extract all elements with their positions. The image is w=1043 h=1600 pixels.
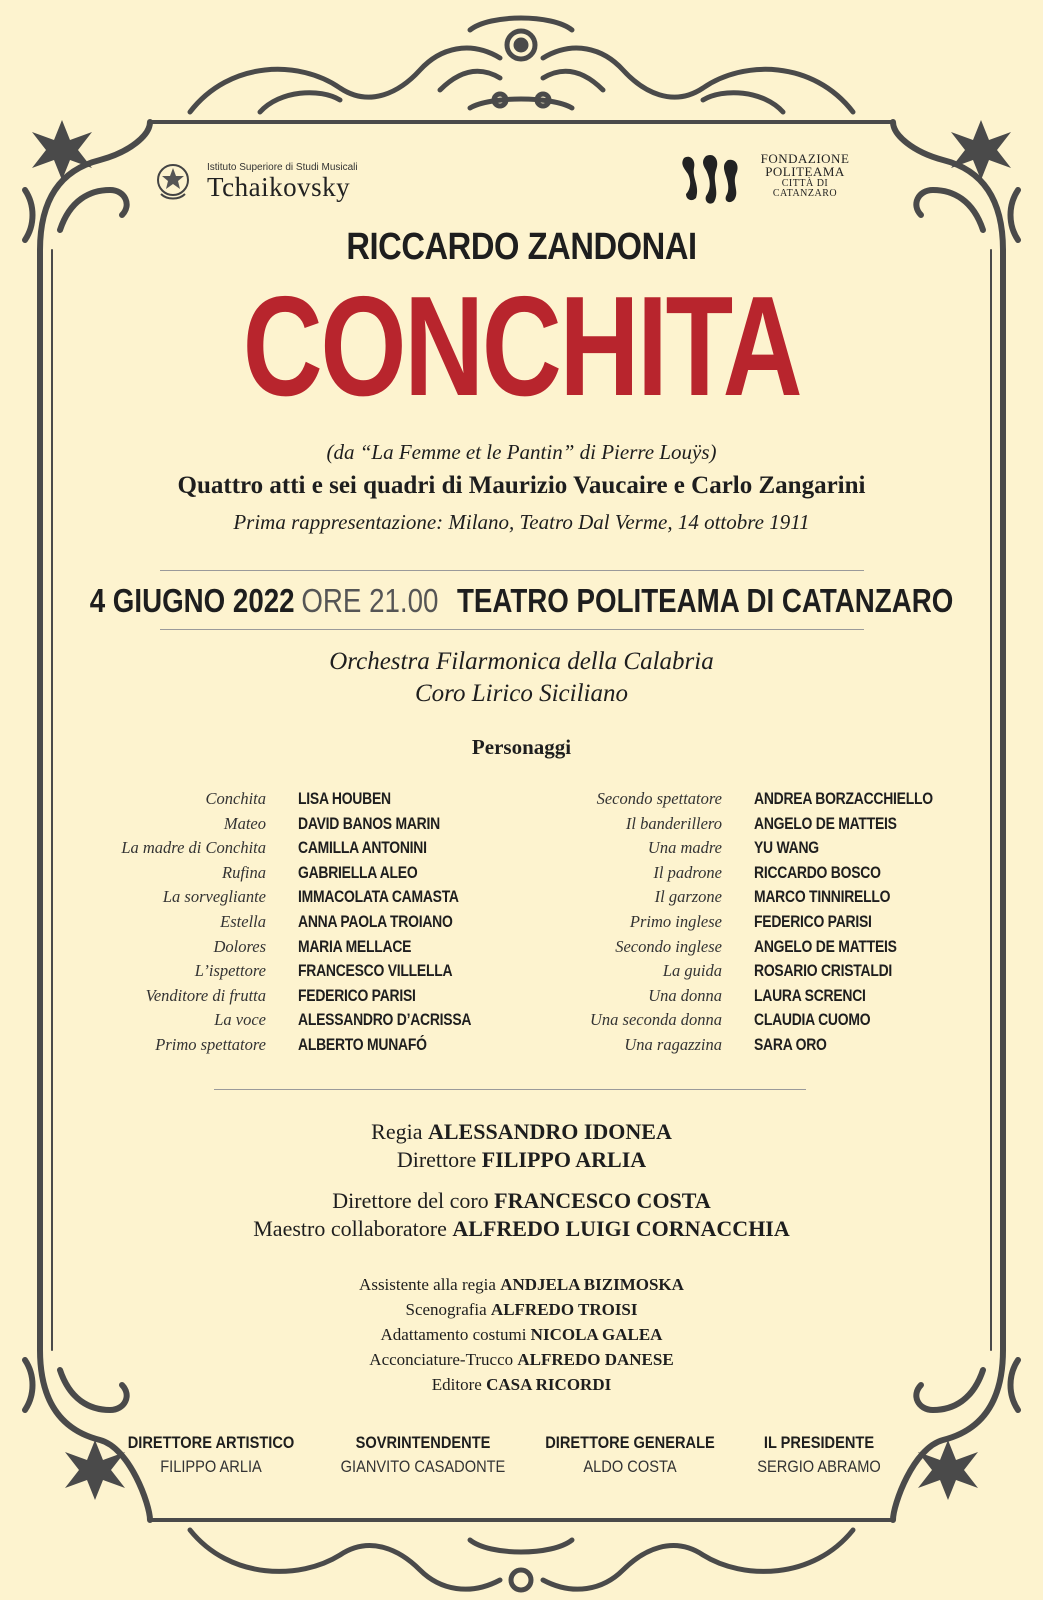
cast-singer: ALESSANDRO D’ACRISSA — [298, 1010, 472, 1030]
credit-line — [0, 1347, 1043, 1372]
cast-role: Estella — [220, 911, 266, 931]
cast-singer: FEDERICO PARISI — [298, 985, 416, 1005]
event-time: ORE 21.00 — [301, 582, 439, 619]
credit-name: ALFREDO DANESE — [517, 1350, 674, 1369]
cast-role: Una ragazzina — [624, 1034, 722, 1054]
credit-line — [0, 1187, 1043, 1215]
cast-singer: SARA ORO — [754, 1034, 827, 1054]
footer-title: SOVRINTENDENTE — [355, 1433, 491, 1452]
credit-line — [0, 1372, 1043, 1397]
logo-line: CITTÀ DI — [781, 178, 829, 189]
cast-row — [542, 912, 962, 937]
credits-main — [0, 1118, 1043, 1174]
cast-role: La voce — [214, 1010, 266, 1030]
credit-line — [0, 1322, 1043, 1347]
cast-row — [542, 937, 962, 962]
acts-librettists: Quattro atti e sei quadri di Maurizio Vaucaire e Carlo Zangarini — [177, 472, 866, 499]
cast-row — [86, 789, 486, 814]
tchaikovsky-logo — [155, 158, 395, 208]
credit-line — [0, 1297, 1043, 1322]
cast-row — [86, 912, 486, 937]
cast-row — [542, 1035, 962, 1060]
cast-singer: ANGELO DE MATTEIS — [754, 936, 897, 956]
cast-role: Conchita — [205, 789, 266, 808]
cast-role: Il garzone — [654, 887, 722, 907]
footer-name: SERGIO ABRAMO — [757, 1457, 881, 1476]
cast-singer: YU WANG — [754, 838, 819, 858]
credits-minor — [0, 1272, 1043, 1397]
cast-role: Secondo inglese — [615, 936, 722, 956]
cast-singer: LISA HOUBEN — [298, 789, 391, 808]
cast-role: La sorvegliante — [162, 887, 266, 907]
credit-name: CASA RICORDI — [486, 1375, 612, 1394]
credit-label: Maestro collaboratore — [253, 1216, 447, 1241]
cast-singer: FEDERICO PARISI — [754, 911, 872, 931]
orchestra: Orchestra Filarmonica della Calabria — [329, 648, 714, 675]
cast-row — [86, 937, 486, 962]
top-crest-ornament — [190, 18, 853, 112]
cast-singer: MARCO TINNIRELLO — [754, 887, 891, 907]
credits-sub — [0, 1187, 1043, 1243]
fondazione-politeama-logo — [680, 152, 870, 212]
source-note: (da “La Femme et le Pantin” di Pierre Louÿs) — [326, 440, 717, 464]
credit-line — [0, 1272, 1043, 1297]
footer-name: FILIPPO ARLIA — [160, 1457, 262, 1476]
cast-singer: ANGELO DE MATTEIS — [754, 813, 897, 833]
composer-name: RICCARDO ZANDONAI — [346, 226, 697, 268]
star-icon — [951, 120, 1011, 180]
cast-singer: RICCARDO BOSCO — [754, 862, 881, 882]
credit-name: ALFREDO LUIGI CORNACCHIA — [452, 1216, 790, 1241]
credit-label: Direttore — [396, 1147, 477, 1172]
cast-role: Una seconda donna — [590, 1010, 722, 1030]
footer-title: DIRETTORE GENERALE — [545, 1433, 715, 1452]
cast-role: Rufina — [222, 862, 266, 882]
cast-role: La madre di Conchita — [121, 838, 266, 858]
bottom-crest-ornament — [190, 1530, 853, 1590]
cast-role: Secondo spettatore — [596, 789, 722, 808]
premiere-note: Prima rappresentazione: Milano, Teatro Dal Verme, 14 ottobre 1911 — [233, 510, 810, 534]
cast-row — [86, 863, 486, 888]
cast-row — [542, 814, 962, 839]
logo-line: CATANZARO — [772, 188, 838, 199]
credit-label: Scenografia — [405, 1300, 487, 1319]
credit-name: ALFREDO TROISI — [490, 1300, 638, 1319]
credit-line — [0, 1146, 1043, 1174]
cast-row — [86, 887, 486, 912]
institute-name: Tchaikovsky — [207, 172, 351, 202]
cast-singer: ALBERTO MUNAFÓ — [298, 1034, 427, 1054]
cast-list-right — [542, 789, 962, 1060]
cast-role: Il banderillero — [625, 813, 722, 833]
credit-name: FILIPPO ARLIA — [481, 1147, 647, 1172]
divider — [214, 1089, 806, 1090]
cast-singer: CAMILLA ANTONINI — [298, 838, 427, 858]
choir: Coro Lirico Siciliano — [415, 680, 628, 707]
divider — [160, 629, 864, 630]
cast-row — [86, 1010, 486, 1035]
credit-label: Editore — [431, 1375, 482, 1394]
politeama-mark-icon — [680, 152, 746, 206]
cast-role: Primo inglese — [629, 911, 722, 931]
cast-role: Una donna — [648, 985, 722, 1005]
footer-col — [719, 1433, 919, 1477]
cast-role: La guida — [662, 961, 722, 981]
opera-title: CONCHITA — [242, 267, 801, 426]
cast-singer: MARIA MELLACE — [298, 936, 412, 956]
politeama-text — [750, 152, 860, 199]
cast-singer: LAURA SCRENCI — [754, 985, 866, 1005]
credit-line — [0, 1118, 1043, 1146]
cast-row — [86, 1035, 486, 1060]
credit-name: ALESSANDRO IDONEA — [427, 1119, 672, 1144]
cast-row — [542, 1010, 962, 1035]
footer-title: IL PRESIDENTE — [763, 1433, 875, 1452]
event-venue: TEATRO POLITEAMA DI CATANZARO — [456, 582, 954, 619]
credit-name: NICOLA GALEA — [530, 1325, 663, 1344]
footer-col — [530, 1433, 730, 1477]
cast-heading: Personaggi — [471, 735, 572, 759]
cast-singer: ANDREA BORZACCHIELLO — [754, 789, 933, 808]
logo-line: POLITEAMA — [765, 164, 845, 179]
cast-row — [542, 961, 962, 986]
footer-name: ALDO COSTA — [583, 1457, 677, 1476]
cast-singer: ROSARIO CRISTALDI — [754, 961, 893, 981]
credit-label: Assistente alla regia — [359, 1275, 496, 1294]
cast-role: L’ispettore — [194, 961, 266, 981]
cast-singer: IMMACOLATA CAMASTA — [298, 887, 459, 907]
cast-row — [86, 838, 486, 863]
cast-row — [542, 863, 962, 888]
footer-title: DIRETTORE ARTISTICO — [127, 1433, 295, 1452]
credit-label: Regia — [371, 1119, 423, 1144]
credit-label: Acconciature-Trucco — [369, 1350, 514, 1369]
cast-singer: FRANCESCO VILLELLA — [298, 961, 453, 981]
cast-singer: CLAUDIA CUOMO — [754, 1010, 871, 1030]
republic-emblem-icon — [155, 160, 191, 202]
cast-row — [86, 986, 486, 1011]
cast-row — [542, 838, 962, 863]
institute-subtitle: Istituto Superiore di Studi Musicali — [207, 162, 358, 173]
cast-row — [542, 986, 962, 1011]
cast-list-left — [86, 789, 486, 1060]
credit-label: Direttore del coro — [332, 1188, 489, 1213]
cast-singer: GABRIELLA ALEO — [298, 862, 418, 882]
cast-row — [86, 814, 486, 839]
logo-line: FONDAZIONE — [760, 151, 850, 166]
footer-name: GIANVITO CASADONTE — [340, 1457, 506, 1476]
event-date: 4 GIUGNO 2022 — [89, 582, 295, 619]
credit-line — [0, 1215, 1043, 1243]
cast-role: Mateo — [223, 813, 266, 833]
divider — [160, 570, 864, 571]
credit-name: FRANCESCO COSTA — [494, 1188, 711, 1213]
footer-col — [111, 1433, 311, 1477]
footer-col — [323, 1433, 523, 1477]
cast-singer: ANNA PAOLA TROIANO — [298, 911, 453, 931]
cast-row — [86, 961, 486, 986]
credit-name: ANDJELA BIZIMOSKA — [500, 1275, 684, 1294]
cast-singer: DAVID BANOS MARIN — [298, 813, 440, 833]
cast-role: Il padrone — [653, 862, 722, 882]
cast-role: Venditore di frutta — [145, 985, 266, 1005]
cast-role: Una madre — [647, 838, 722, 858]
star-icon — [32, 120, 92, 180]
cast-row — [542, 887, 962, 912]
credit-label: Adattamento costumi — [380, 1325, 527, 1344]
cast-role: Dolores — [213, 936, 266, 956]
cast-role: Primo spettatore — [155, 1034, 266, 1054]
cast-row — [542, 789, 962, 814]
event-line — [83, 582, 959, 620]
